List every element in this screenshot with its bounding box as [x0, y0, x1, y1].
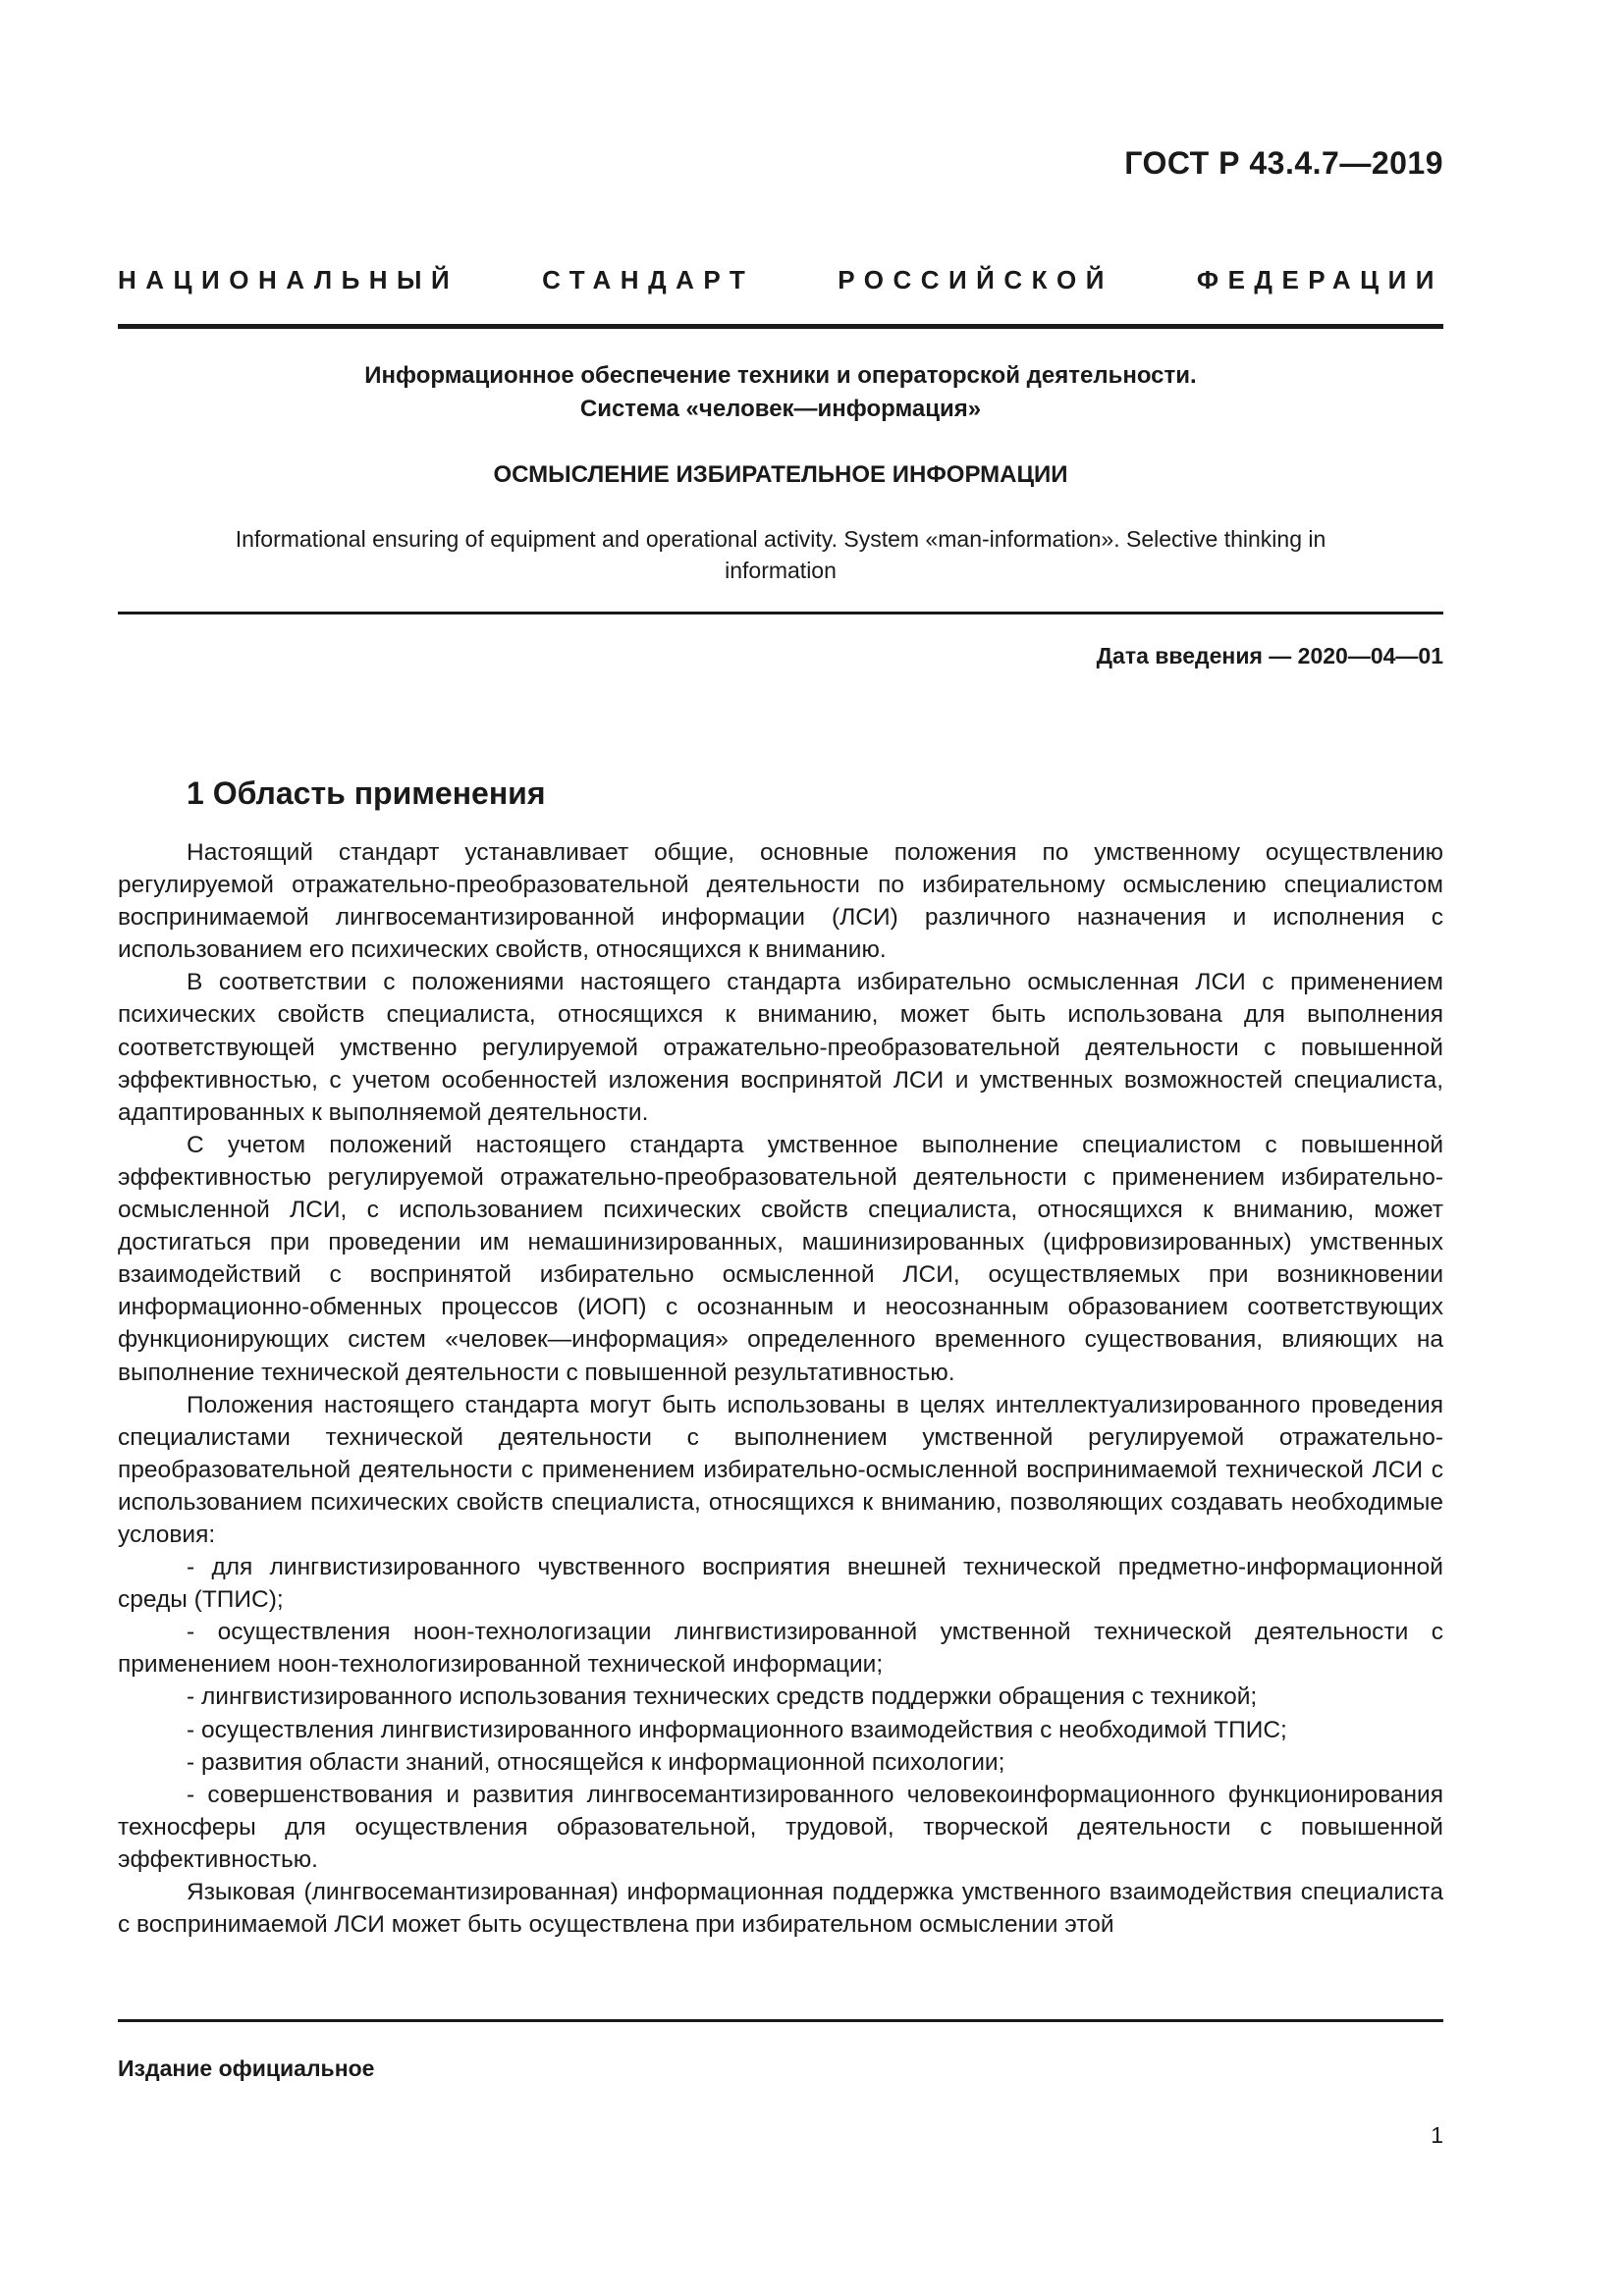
section-heading: 1 Область применения	[187, 775, 546, 811]
list-item: - развития области знаний, относящейся к информационной психологии;	[187, 1748, 1005, 1776]
list-item: - лингвистизированного использования технических средств поддержки обращения с техникой;	[187, 1683, 1258, 1711]
list-item: - для лингвистизированного чувственного восприятия внешней технической предметно-информационной среды (ТПИС);	[118, 1554, 1443, 1614]
page-number: 1	[1431, 2122, 1443, 2148]
document-subtitle: ОСМЫСЛЕНИЕ ИЗБИРАТЕЛЬНОЕ ИНФОРМАЦИИ	[493, 461, 1068, 488]
official-edition-label: Издание официальное	[118, 2056, 375, 2081]
document-number: ГОСТ Р 43.4.7—2019	[1124, 145, 1443, 181]
national-standard-heading: НАЦИОНАЛЬНЫЙ СТАНДАРТ РОССИЙСКОЙ ФЕДЕРАЦИИ	[118, 265, 1443, 294]
paragraph: С учетом положений настоящего стандарта умственное выполнение специалистом с повышенной эффективностью регулируемой отражательно-преобразовательной деятельности с применением избирательно-осмысленной ЛСИ, с использованием психических свойств специалиста, относящихся к вниманию, может достигаться при проведении им немашинизированных, машинизированных (цифровизированных) умственных взаимодействий с воспринятой избирательно осмысленной ЛСИ, осуществляемых при возникновении информационно-обменных процессов (ИОП) с осознанным и неосознанным образованием соответствующих функционирующих систем «человек—информация» определенного временного существования, влияющих на выполнение технической деятельности с повышенной результативностью.	[118, 1131, 1443, 1386]
document-title	[118, 359, 1443, 426]
section-body	[118, 836, 1443, 1941]
title-divider	[118, 612, 1443, 614]
title-line-2: Система «человек—информация»	[579, 396, 982, 422]
list-item: - совершенствования и развития лингвосемантизированного человекоинформационного функционирования техносферы для осуществления образовательной, трудовой, творческой деятельности с повышенной эффективностью.	[118, 1781, 1443, 1873]
paragraph: Положения настоящего стандарта могут быть использованы в целях интеллектуализированного проведения специалистами технической деятельности с выполнением умственной регулируемой отражательно-преобразовательной деятельности с применением избирательно-осмысленной воспринимаемой технической ЛСИ с использованием психических свойств специалиста, относящихся к вниманию, позволяющих создавать необходимые условия:	[118, 1391, 1443, 1548]
introduction-date: Дата введения — 2020—04—01	[1096, 643, 1443, 668]
list-item: - осуществления ноон-технологизации лингвистизированной умственной технической деятельности с применением ноон-технологизированной технической информации;	[118, 1619, 1443, 1679]
paragraph: В соответствии с положениями настоящего стандарта избирательно осмысленная ЛСИ с применением психических свойств специалиста, относящихся к вниманию, может быть использована для выполнения соответствующей умственно регулируемой отражательно-преобразовательной деятельности с повышенной эффективностью, с учетом особенностей изложения воспринятой ЛСИ и умственных возможностей специалиста, адаптированных к выполняемой деятельности.	[118, 969, 1443, 1126]
list-item: - осуществления лингвистизированного информационного взаимодействия с необходимой ТПИС;	[187, 1716, 1287, 1743]
paragraph: Языковая (лингвосемантизированная) информационная поддержка умственного взаимодействия специалиста с воспринимаемой ЛСИ может быть осуществлена при избирательном осмыслении этой	[118, 1879, 1443, 1939]
header-divider	[118, 324, 1443, 329]
footer-divider	[118, 2019, 1443, 2022]
title-line-1: Информационное обеспечение техники и операторской деятельности.	[364, 362, 1197, 389]
paragraph: Настоящий стандарт устанавливает общие, основные положения по умственному осуществлению регулируемой отражательно-преобразовательной деятельности по избирательному осмыслению специалистом воспринимаемой лингвосемантизированной информации (ЛСИ) различного назначения и исполнения с использованием его психических свойств, относящихся к вниманию.	[118, 839, 1443, 964]
english-title: Informational ensuring of equipment and operational activity. System «man-information». Selective thinking in information	[235, 526, 1326, 583]
